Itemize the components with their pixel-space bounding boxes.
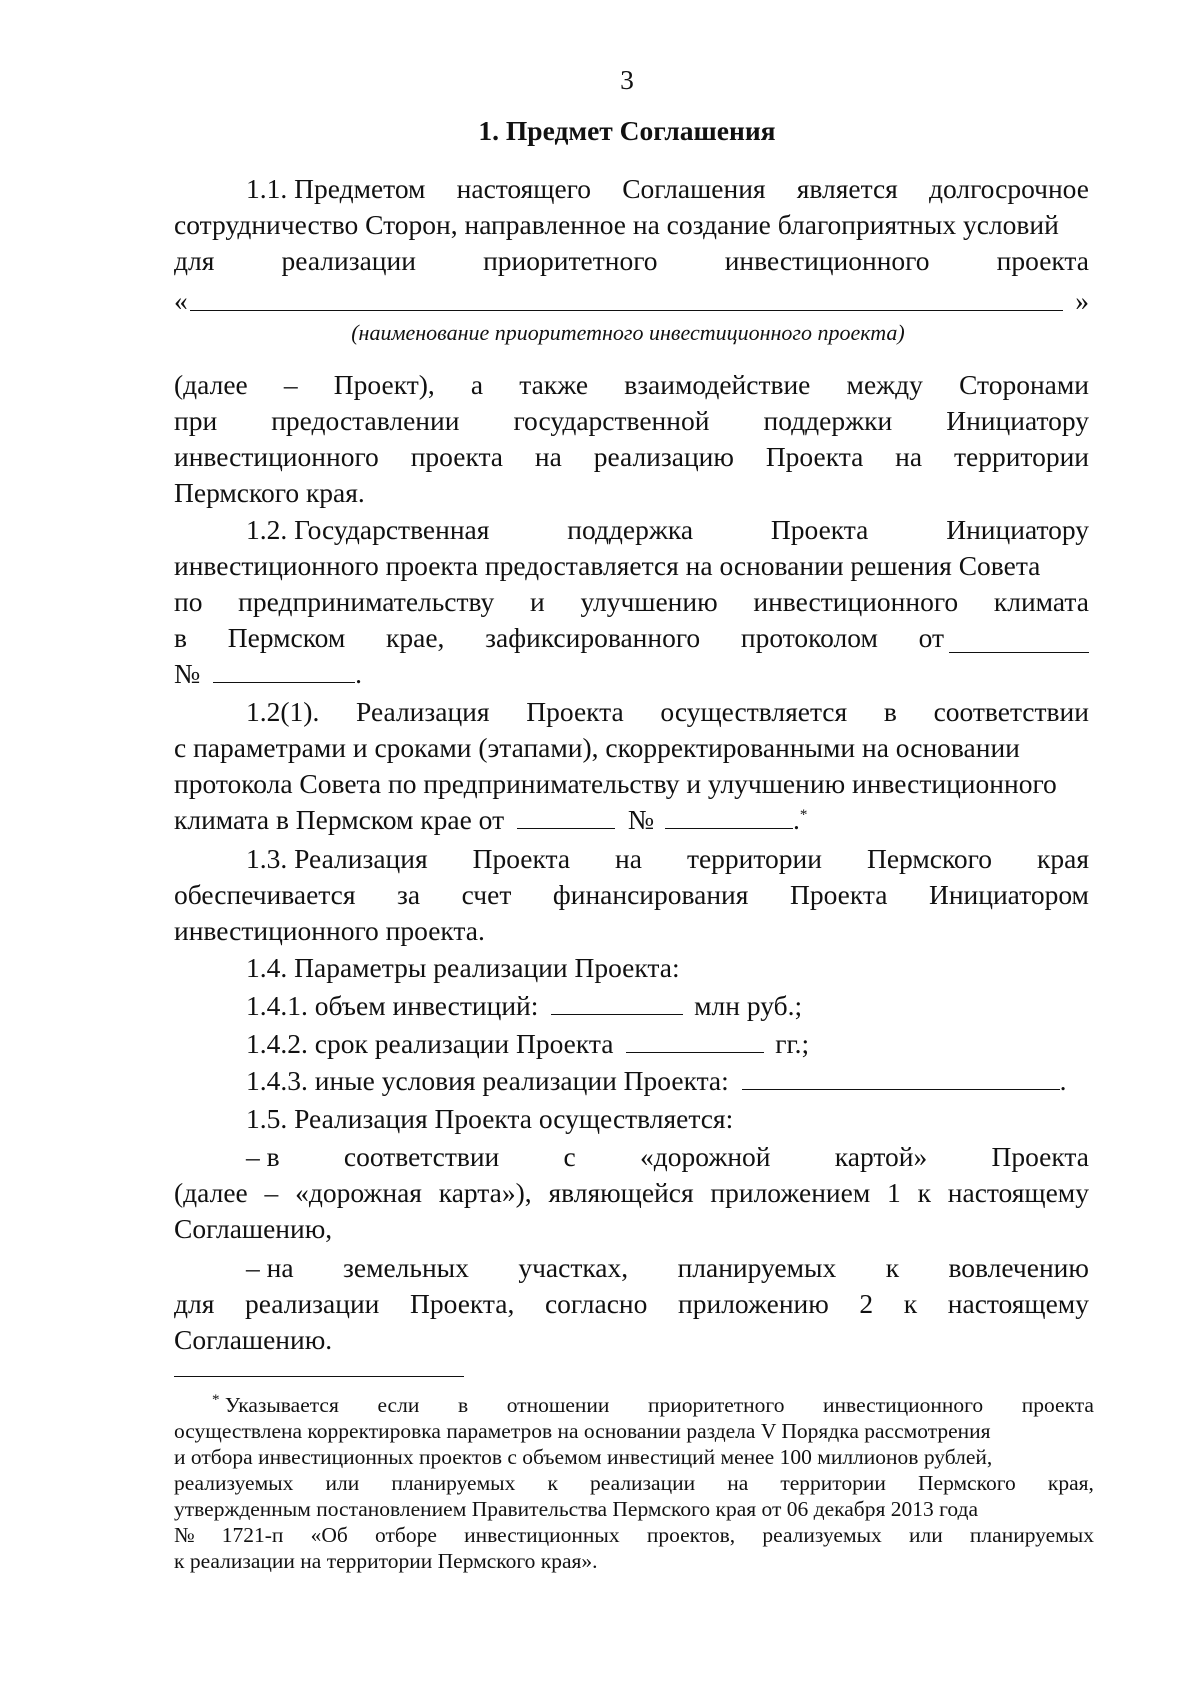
p1-2-1-line-2: с параметрами и сроками (этапами), скорректированными на основании xyxy=(174,732,1020,763)
p1-2-line-3: по предпринимательству и улучшению инвестиционного климата xyxy=(174,586,1089,617)
p1-4-1-line: 1.4.1. объем инвестиций: млн руб.; xyxy=(246,990,803,1021)
project-term-blank xyxy=(626,1028,764,1053)
p1-5-b-line-3: Соглашению. xyxy=(174,1324,333,1355)
p1-5-title: 1.5. Реализация Проекта осуществляется: xyxy=(246,1103,734,1134)
p1-3-line-3: инвестиционного проекта. xyxy=(174,915,485,946)
footnote-separator xyxy=(174,1376,464,1377)
p1-2-line-1: 1.2. Государственная поддержка Проекта Инициатору xyxy=(246,514,1089,545)
p1-5-a-line-2: (далее – «дорожная карта»), являющейся приложением 1 к настоящему xyxy=(174,1177,1089,1208)
footnote-reference: * xyxy=(799,806,808,823)
p1-3-line-2: обеспечивается за счет финансирования Проекта Инициатором xyxy=(174,879,1089,910)
p1-1-line-7: Пермского края. xyxy=(174,477,365,508)
other-conditions-blank xyxy=(742,1065,1060,1090)
p1-1-line-1: 1.1. Предметом настоящего Соглашения является долгосрочное xyxy=(246,173,1089,204)
investment-volume-blank xyxy=(551,990,683,1015)
footnote-mark: * xyxy=(212,1391,220,1408)
p1-2-1-line-1: 1.2(1). Реализация Проекта осуществляется в соответствии xyxy=(246,696,1089,727)
p1-3-line-1: 1.3. Реализация Проекта на территории Пермского края xyxy=(246,843,1089,874)
page-number: 3 xyxy=(620,64,634,95)
footnote-line-2: осуществлена корректировка параметров на основании раздела V Порядка рассмотрения xyxy=(174,1419,991,1443)
p1-2-line-4: в Пермском крае, зафиксированного протоколом от xyxy=(174,622,944,653)
protocol-date-blank xyxy=(949,628,1089,653)
project-name-blank xyxy=(190,310,1063,311)
p1-1-line-2: сотрудничество Сторон, направленное на создание благоприятных условий xyxy=(174,209,1059,240)
p1-4-3-line: 1.4.3. иные условия реализации Проекта: . xyxy=(246,1065,1067,1096)
p1-5-a-line-1: – в соответствии с «дорожной картой» Проекта xyxy=(246,1141,1089,1172)
footnote-line-3: и отбора инвестиционных проектов с объемом инвестиций менее 100 миллионов рублей, xyxy=(174,1445,993,1469)
p1-1-line-5: при предоставлении государственной поддержки Инициатору xyxy=(174,405,1089,436)
protocol-number-blank xyxy=(213,658,355,683)
p1-5-a-line-3: Соглашению, xyxy=(174,1213,333,1244)
footnote-line-4: реализуемых или планируемых к реализации на территории Пермского края, xyxy=(174,1471,1094,1495)
correction-date-blank xyxy=(517,804,615,829)
project-name-field: « » xyxy=(174,285,1089,316)
p1-2-line-2: инвестиционного проекта предоставляется на основании решения Совета xyxy=(174,550,1041,581)
p1-2-line-5: № . xyxy=(174,658,362,689)
p1-5-b-line-1: – на земельных участках, планируемых к вовлечению xyxy=(246,1252,1089,1283)
footnote-line-5: утвержденным постановлением Правительства Пермского края от 06 декабря 2013 года xyxy=(174,1497,979,1521)
section-title: 1. Предмет Соглашения xyxy=(478,115,776,146)
p1-1-line-3: для реализации приоритетного инвестиционного проекта xyxy=(174,245,1089,276)
p1-2-1-line-4: климата в Пермском крае от № .* xyxy=(174,804,808,835)
footnote-line-6: № 1721-п «Об отборе инвестиционных проектов, реализуемых или планируемых xyxy=(174,1523,1094,1547)
p1-2-1-line-3: протокола Совета по предпринимательству и улучшению инвестиционного xyxy=(174,768,1057,799)
p1-1-line-6: инвестиционного проекта на реализацию Проекта на территории xyxy=(174,441,1089,472)
project-name-caption: (наименование приоритетного инвестиционного проекта) xyxy=(351,320,905,345)
p1-1-line-4: (далее – Проект), а также взаимодействие между Сторонами xyxy=(174,369,1089,400)
p1-5-b-line-2: для реализации Проекта, согласно приложению 2 к настоящему xyxy=(174,1288,1089,1319)
footnote-line-1: * Указывается если в отношении приоритетного инвестиционного проекта xyxy=(212,1391,1094,1417)
footnote-line-7: к реализации на территории Пермского края». xyxy=(174,1549,598,1573)
p1-4-2-line: 1.4.2. срок реализации Проекта гг.; xyxy=(246,1028,810,1059)
correction-number-blank xyxy=(665,804,793,829)
p1-4-title: 1.4. Параметры реализации Проекта: xyxy=(246,952,680,983)
